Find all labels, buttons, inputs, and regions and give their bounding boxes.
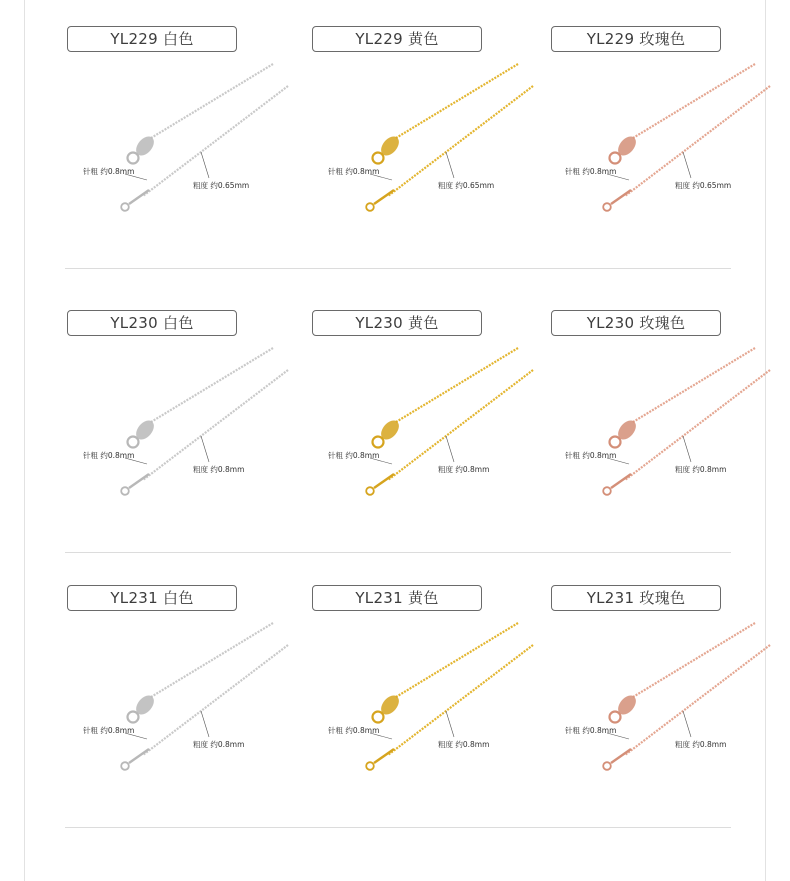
chain-strand-lower [625,645,770,755]
thickness-leader-line [446,711,454,737]
chain-strand-upper [396,348,518,422]
chain-thickness-label: 粗度 约0.8mm [438,465,490,474]
needle-thickness-label: 针粗 约0.8mm [565,451,617,460]
thickness-leader-line [446,436,454,462]
chain-image [308,56,538,216]
product-label: YL229 黄色 [312,26,482,52]
row-divider [65,552,731,553]
spring-ring [610,437,621,448]
needle-tube [611,749,631,763]
product-row-yl229 [25,26,767,296]
thickness-leader-line [446,152,454,178]
spring-ring [610,153,621,164]
needle-tube [374,474,394,488]
product-detail-page [24,0,766,881]
row-divider [65,827,731,828]
product-label: YL231 玫瑰色 [551,585,721,611]
chain-strand-lower [388,86,533,196]
row-divider [65,268,731,269]
spring-ring [373,712,384,723]
chain-strand-lower [388,370,533,480]
end-loop [366,487,374,495]
chain-strand-upper [633,64,755,138]
product-cell[interactable] [545,310,775,550]
needle-tube [611,474,631,488]
product-row-yl230 [25,310,767,580]
product-label: YL231 白色 [67,585,237,611]
chain-strand-lower [625,86,770,196]
needle-thickness-label: 针粗 约0.8mm [328,726,380,735]
end-loop [366,762,374,770]
needle-thickness-label: 针粗 约0.8mm [565,726,617,735]
needle-thickness-label: 针粗 约0.8mm [83,167,135,176]
needle-thickness-label: 针粗 约0.8mm [83,726,135,735]
thickness-leader-line [201,436,209,462]
product-cell[interactable] [545,585,775,825]
needle-tube [129,749,149,763]
end-loop [603,762,611,770]
product-cell[interactable] [63,310,293,550]
needle-thickness-label: 针粗 约0.8mm [328,451,380,460]
product-label: YL230 白色 [67,310,237,336]
needle-tube [374,749,394,763]
chain-strand-upper [396,64,518,138]
chain-strand-upper [396,623,518,697]
thickness-leader-line [201,152,209,178]
product-row-yl231 [25,585,767,855]
product-cell[interactable] [308,310,538,550]
product-cell[interactable] [308,26,538,266]
spring-ring [128,153,139,164]
thickness-leader-line [683,711,691,737]
thickness-leader-line [683,436,691,462]
end-loop [603,487,611,495]
spring-ring [610,712,621,723]
product-cell[interactable] [308,585,538,825]
needle-thickness-label: 针粗 约0.8mm [83,451,135,460]
chain-strand-lower [143,86,288,196]
product-label: YL231 黄色 [312,585,482,611]
chain-strand-lower [143,645,288,755]
end-loop [603,203,611,211]
chain-strand-lower [143,370,288,480]
thickness-leader-line [201,711,209,737]
chain-strand-upper [633,623,755,697]
chain-thickness-label: 粗度 约0.8mm [193,740,245,749]
needle-tube [129,474,149,488]
spring-ring [128,712,139,723]
product-cell[interactable] [545,26,775,266]
chain-image [63,615,293,775]
chain-strand-lower [388,645,533,755]
chain-image [63,340,293,500]
chain-strand-lower [625,370,770,480]
product-label: YL230 玫瑰色 [551,310,721,336]
chain-image [545,56,775,216]
chain-thickness-label: 粗度 约0.8mm [675,740,727,749]
chain-strand-upper [151,623,273,697]
chain-thickness-label: 粗度 约0.65mm [675,181,732,190]
chain-image [63,56,293,216]
needle-tube [374,190,394,204]
spring-ring [373,153,384,164]
chain-thickness-label: 粗度 约0.8mm [675,465,727,474]
spring-ring [373,437,384,448]
product-label: YL229 玫瑰色 [551,26,721,52]
needle-thickness-label: 针粗 约0.8mm [328,167,380,176]
product-cell[interactable] [63,585,293,825]
end-loop [366,203,374,211]
chain-strand-upper [151,64,273,138]
product-cell[interactable] [63,26,293,266]
spring-ring [128,437,139,448]
needle-thickness-label: 针粗 约0.8mm [565,167,617,176]
chain-image [545,340,775,500]
needle-tube [129,190,149,204]
chain-image [545,615,775,775]
needle-tube [611,190,631,204]
end-loop [121,762,129,770]
end-loop [121,487,129,495]
product-label: YL229 白色 [67,26,237,52]
chain-thickness-label: 粗度 约0.8mm [193,465,245,474]
chain-thickness-label: 粗度 约0.65mm [193,181,250,190]
chain-strand-upper [633,348,755,422]
chain-strand-upper [151,348,273,422]
chain-image [308,615,538,775]
chain-thickness-label: 粗度 约0.8mm [438,740,490,749]
chain-image [308,340,538,500]
product-label: YL230 黄色 [312,310,482,336]
chain-thickness-label: 粗度 约0.65mm [438,181,495,190]
thickness-leader-line [683,152,691,178]
end-loop [121,203,129,211]
